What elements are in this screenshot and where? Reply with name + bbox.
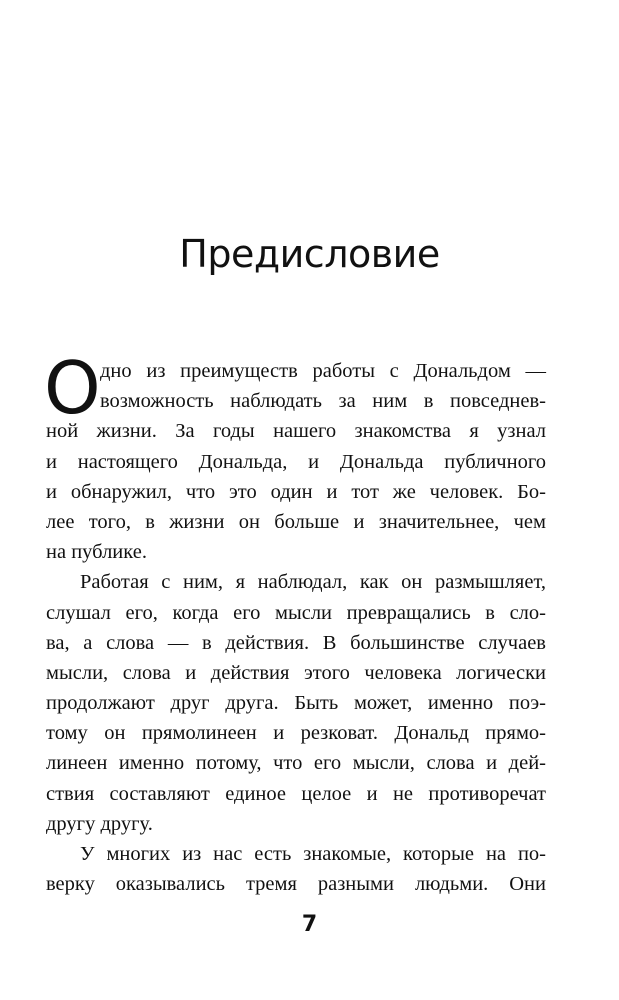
page-number: 7 [301, 912, 318, 937]
text-line: возможность наблюдать за ним в повседнев- [100, 390, 546, 413]
chapter-title: Предисловие [179, 232, 440, 276]
body-text [44, 346, 546, 899]
text-line: и обнаружил, что это один и тот же человек. Бо- [46, 480, 546, 503]
text-line: слушал его, когда его мысли превращались в сло- [46, 601, 546, 624]
text-line: тому он прямолинеен и резковат. Дональд прямо- [46, 722, 546, 745]
text-line: и настоящего Дональда, и Дональда публичного [46, 450, 546, 473]
text-line: ствия составляют единое целое и не противоречат [46, 782, 546, 805]
text-line: мысли, слова и действия этого человека логически [46, 661, 546, 684]
text-line: линеен именно потому, что его мысли, слова и дей- [46, 752, 546, 775]
text-line: на публике. [46, 541, 147, 564]
text-line: лее того, в жизни он больше и значительнее, чем [46, 510, 546, 533]
text-line: верку оказывались тремя разными людьми. Они [46, 873, 546, 896]
text-line: У многих из нас есть знакомые, которые на по- [80, 843, 546, 865]
text-line: продолжают друг друга. Быть может, именно поэ- [46, 692, 546, 715]
drop-cap-letter: О [44, 346, 101, 430]
text-line: другу другу. [46, 812, 153, 835]
text-line: дно из преимуществ работы с Дональдом — [100, 360, 546, 382]
text-line: ва, а слова — в действия. В большинстве случаев [46, 631, 546, 654]
text-line: ной жизни. За годы нашего знакомства я узнал [46, 420, 546, 443]
text-line: Работая с ним, я наблюдал, как он размышляет, [80, 571, 546, 594]
